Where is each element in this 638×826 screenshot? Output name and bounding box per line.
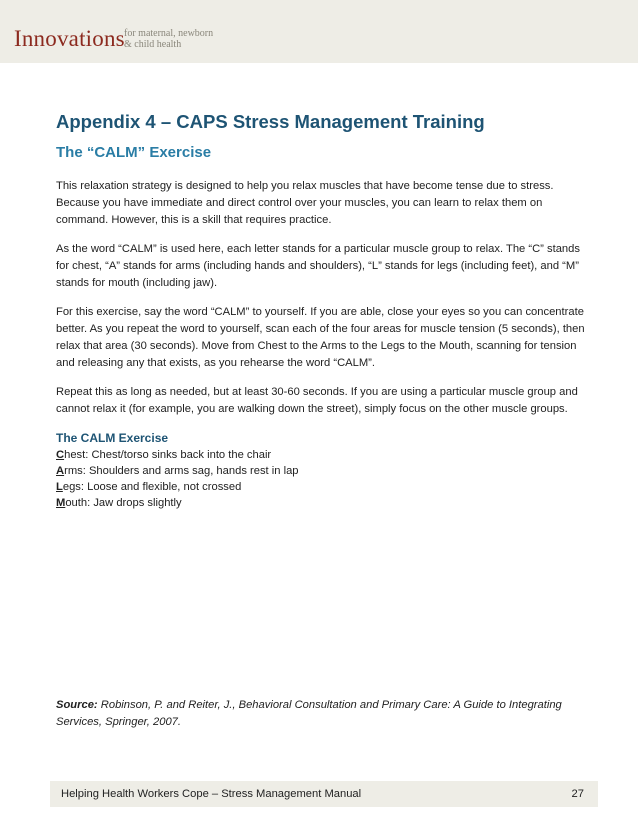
paragraph-repeat: Repeat this as long as needed, but at least 30-60 seconds. If you are using a particular muscle group and cannot relax it (for example, you are walking down the street), simply focus on the other muscle groups. xyxy=(56,386,578,415)
logo-tagline xyxy=(124,28,234,50)
source-citation xyxy=(56,697,596,731)
calm-item-text: rms: Shoulders and arms sag, hands rest in lap xyxy=(64,465,299,477)
calm-item-letter: C xyxy=(56,449,65,461)
page-number: 27 xyxy=(571,788,584,800)
paragraph-calm-meaning: As the word “CALM” is used here, each letter stands for a particular muscle group to relax. The “C” stands for chest, “A” stands for arms (including hands and shoulders), “L” stands for legs (including feet), and “M” stands for mouth (including jaw). xyxy=(56,243,580,289)
calm-item-mouth xyxy=(56,495,596,511)
source-text: Robinson, P. and Reiter, J., Behavioral Consultation and Primary Care: A Guide to Integrating Services, Springer, 2007. xyxy=(56,699,562,728)
calm-item-letter: L xyxy=(56,481,63,493)
logo-tagline-line-2: & child health xyxy=(124,39,182,50)
calm-item-chest xyxy=(56,447,596,463)
body-content xyxy=(56,178,596,511)
calm-item-legs xyxy=(56,479,596,495)
section-subtitle: The “CALM” Exercise xyxy=(56,144,212,161)
calm-exercise-heading: The CALM Exercise xyxy=(56,431,169,445)
calm-item-text: outh: Jaw drops slightly xyxy=(65,497,182,509)
calm-item-arms xyxy=(56,463,596,479)
paragraph-intro: This relaxation strategy is designed to help you relax muscles that have become tense due to stress. Because you have immediate and direct control over your muscles, you can learn to relax them on command. However, this is a skill that requires practice. xyxy=(56,180,554,226)
calm-item-letter: M xyxy=(56,497,66,509)
page-footer xyxy=(50,781,598,807)
calm-item-letter: A xyxy=(56,465,65,477)
calm-item-text: egs: Loose and flexible, not crossed xyxy=(62,481,242,493)
page-title: Appendix 4 – CAPS Stress Management Training xyxy=(56,111,485,132)
calm-item-text: hest: Chest/torso sinks back into the chair xyxy=(64,449,272,461)
logo-wordmark: Innovations xyxy=(14,26,125,51)
page-header xyxy=(0,0,638,63)
source-label: Source: xyxy=(56,699,98,711)
calm-exercise-list xyxy=(56,447,596,511)
footer-title: Helping Health Workers Cope – Stress Management Manual xyxy=(61,788,362,800)
paragraph-instructions: For this exercise, say the word “CALM” to yourself. If you are able, close your eyes so you can concentrate better. As you repeat the word to yourself, scan each of the four areas for muscle tension (5 seconds), then relax that area (30 seconds). Move from Chest to the Arms to the Legs to the Mouth, scanning for tension and releasing any that exists, as you rehearse the word “CALM”. xyxy=(56,306,585,369)
logo-tagline-line-1: for maternal, newborn xyxy=(124,28,214,39)
